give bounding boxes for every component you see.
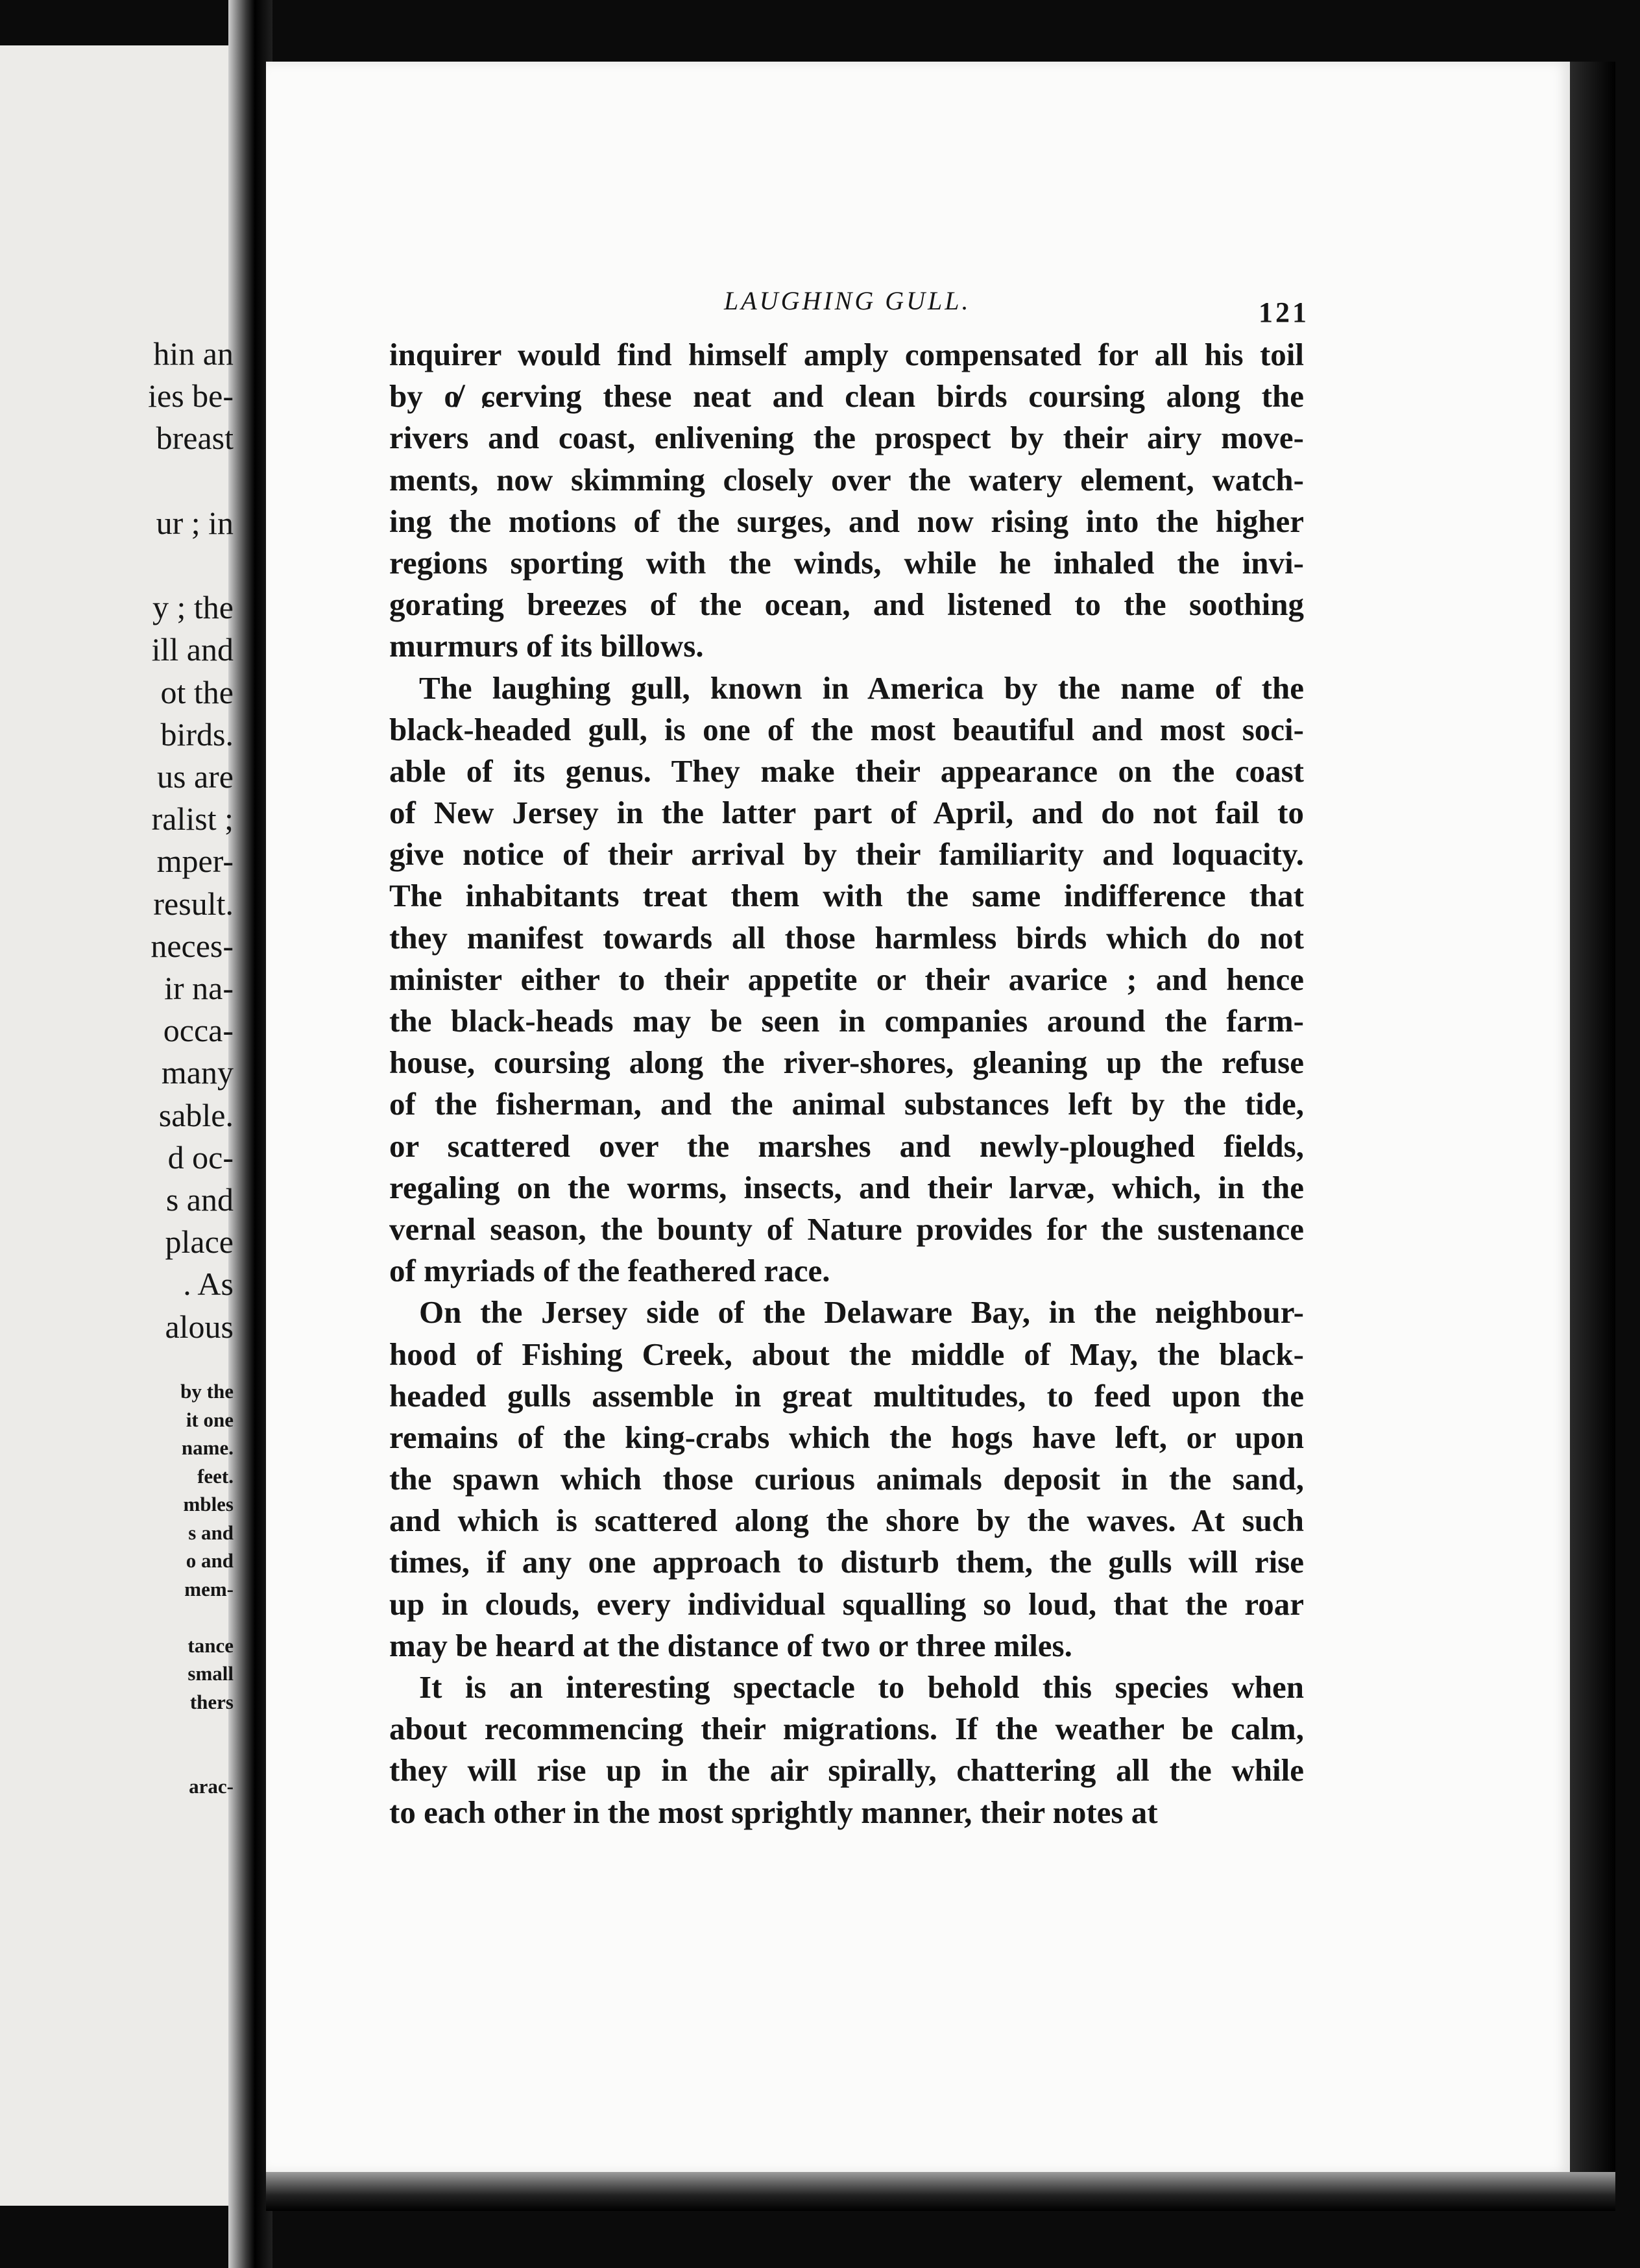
text-line: rivers and coast, enlivening the prospect by their airy move- [389,420,1304,456]
left-page-footnote-line: mbles [183,1493,234,1515]
left-page-line: mper- [156,843,234,880]
text-line: about recommencing their migrations. If the weather be calm, [389,1711,1304,1747]
text-line: It is an interesting spectacle to behold this species when [419,1669,1304,1705]
text-line: headed gulls assemble in great multitudes, to feed upon the [389,1377,1304,1414]
left-page-footnote-line: name. [181,1436,234,1459]
left-page-footnote-line: tance [187,1634,234,1657]
text-line: inquirer would find himself amply compensated for all his toil [389,337,1304,372]
left-page-line: neces- [151,927,234,964]
text-line: regaling on the worms, insects, and their larvæ, which, in the [389,1169,1304,1205]
running-head: LAUGHING GULL. [724,286,971,315]
text-line: they manifest towards all those harmless birds which do not [389,919,1304,956]
text-line: remains of the king-crabs which the hogs have left, or upon [389,1419,1304,1455]
text-line: The inhabitants treat them with the same indifference that [389,878,1304,914]
paragraph [389,1667,1304,1833]
paragraph [389,334,1304,668]
left-page-line: occa- [163,1012,234,1049]
text-line: may be heard at the distance of two or three miles. [389,1627,1072,1663]
left-page-footnote-line: arac- [189,1775,234,1798]
left-page-footnote-line: small [187,1662,234,1685]
text-line: to each other in the most sprightly manner, their notes at [389,1794,1158,1830]
left-page-line: . As [183,1266,234,1303]
left-page-line: ir na- [164,970,234,1006]
left-page-line: sable. [158,1096,234,1133]
text-line: black-headed gull, is one of the most beautiful and most soci- [389,711,1304,747]
left-page-footnote-line: feet. [197,1464,234,1488]
left-page-footnote-line: s and [188,1521,234,1544]
text-line: minister either to their appetite or their avarice ; and hence [389,961,1304,997]
text-line: The laughing gull, known in America by the name of the [419,670,1304,706]
left-page-line: birds. [160,716,234,753]
left-page-line: place [165,1224,234,1261]
page-number: 121 [1259,296,1309,328]
paragraph [389,668,1304,1292]
left-page-line: result. [153,885,234,922]
text-line: vernal season, the bounty of Nature provides for the sustenance [389,1211,1304,1247]
left-page-line: ies be- [148,378,234,415]
text-line: murmurs of its billows. [389,628,704,664]
paragraph [389,1292,1304,1667]
left-page-line: ot the [160,673,234,710]
text-line: by o̸ ɕerving these neat and clean birds coursing along the [389,378,1304,415]
left-page-line: breast [156,420,234,457]
text-line: of the fisherman, and the animal substances left by the tide, [389,1086,1304,1122]
left-page-line: ralist ; [151,801,234,838]
left-page-line: us are [157,758,234,795]
left-page-line: hin an [153,335,234,372]
text-line: times, if any one approach to disturb them, the gulls will rise [389,1544,1304,1580]
text-line: ments, now skimming closely over the watery element, watch- [389,461,1304,498]
text-line: of New Jersey in the latter part of April, and do not fail to [389,795,1304,831]
left-page-footnote-line: o and [186,1549,234,1572]
left-page-line: d oc- [167,1139,234,1176]
text-line: able of its genus. They make their appearance on the coast [389,753,1304,789]
left-page-line: s and [165,1181,234,1218]
text-line: up in clouds, every individual squalling so loud, that the roar [389,1586,1304,1622]
left-page-line: ill and [151,631,234,668]
left-page-footnote-line: by the [180,1380,234,1403]
left-page-line: y ; the [152,589,234,626]
text-line: house, coursing along the river-shores, gleaning up the refuse [389,1044,1304,1081]
text-line: and which is scattered along the shore by the waves. At such [389,1502,1304,1539]
text-line: hood of Fishing Creek, about the middle of May, the black- [389,1336,1304,1372]
text-line: they will rise up in the air spirally, chattering all the while [389,1752,1304,1789]
left-page-line: alous [165,1308,234,1345]
text-line: gorating breezes of the ocean, and listened to the soothing [389,586,1304,623]
left-page-footnote-line: it one [186,1408,234,1431]
page-bottom-edge [266,2172,1615,2211]
left-page-footnote-line: mem- [184,1577,234,1600]
body-text [389,334,1304,1833]
text-line: On the Jersey side of the Delaware Bay, in the neighbour- [419,1294,1304,1331]
text-line: regions sporting with the winds, while he inhaled the invi- [389,544,1304,581]
text-line: give notice of their arrival by their familiarity and loquacity. [389,836,1304,873]
text-line: ing the motions of the surges, and now rising into the higher [389,503,1304,539]
left-page-line: many [161,1054,234,1091]
text-line: of myriads of the feathered race. [389,1253,830,1289]
text-line: or scattered over the marshes and newly-ploughed fields, [389,1128,1304,1164]
page-edge-shadow [1570,62,1615,2183]
text-line: the black-heads may be seen in companies around the farm- [389,1003,1304,1039]
text-line: the spawn which those curious animals deposit in the sand, [389,1461,1304,1497]
left-page-footnote-line: thers [189,1690,234,1713]
left-page-line: ur ; in [156,504,234,541]
